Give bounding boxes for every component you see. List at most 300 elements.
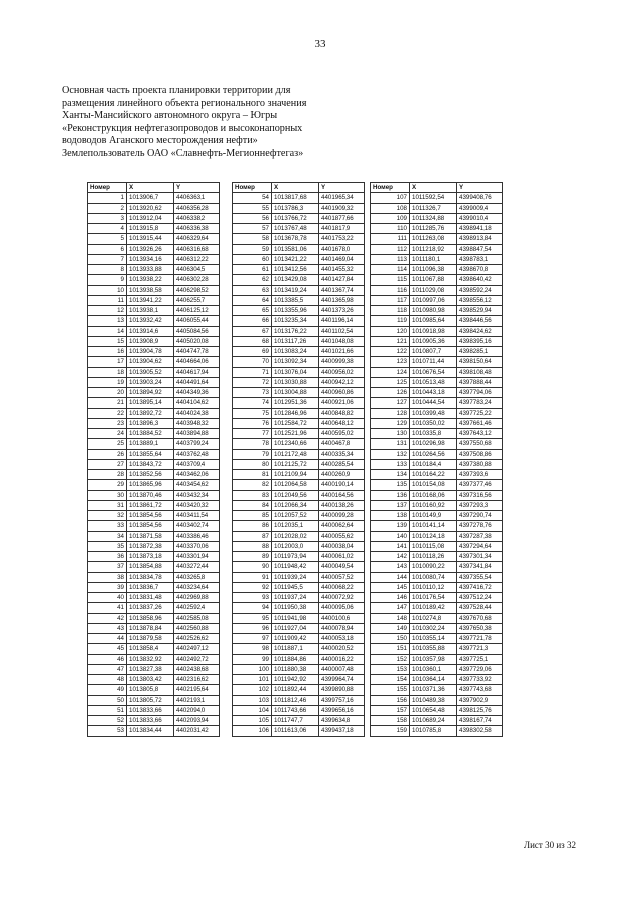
- y-coordinate-cell: 4399634,8: [319, 716, 365, 726]
- table-row: [233, 388, 365, 398]
- x-coordinate-cell: 1013904,78: [127, 347, 174, 357]
- point-number-cell: 89: [233, 552, 272, 562]
- y-coordinate-cell: 4401365,98: [319, 295, 365, 305]
- x-coordinate-cell: 1013938,22: [127, 275, 174, 285]
- column-header: X: [272, 183, 319, 193]
- x-coordinate-cell: 1013854,56: [127, 521, 174, 531]
- point-number-cell: 131: [371, 439, 410, 449]
- table-row: [371, 716, 503, 726]
- x-coordinate-cell: 1011324,88: [410, 213, 457, 223]
- point-number-cell: 100: [233, 664, 272, 674]
- point-number-cell: 73: [233, 388, 272, 398]
- table-row: [233, 685, 365, 695]
- point-number-cell: 158: [371, 716, 410, 726]
- table-row: [233, 234, 365, 244]
- table-row: [371, 275, 503, 285]
- y-coordinate-cell: 4397287,38: [457, 531, 503, 541]
- x-coordinate-cell: 1013092,34: [272, 357, 319, 367]
- x-coordinate-cell: 1013786,3: [272, 203, 319, 213]
- y-coordinate-cell: 4398941,18: [457, 224, 503, 234]
- table-row: [233, 193, 365, 203]
- point-number-cell: 31: [88, 500, 127, 510]
- table-row: [88, 726, 220, 736]
- x-coordinate-cell: 1011326,7: [410, 203, 457, 213]
- y-coordinate-cell: 4397508,86: [457, 449, 503, 459]
- table-row: [371, 623, 503, 633]
- table-row: [233, 295, 365, 305]
- y-coordinate-cell: 4400648,12: [319, 418, 365, 428]
- point-number-cell: 48: [88, 675, 127, 685]
- y-coordinate-cell: 4406298,52: [174, 285, 220, 295]
- table-row: [371, 265, 503, 275]
- table-row: [88, 572, 220, 582]
- y-coordinate-cell: 4403272,44: [174, 562, 220, 572]
- y-coordinate-cell: 4402094,0: [174, 705, 220, 715]
- point-number-cell: 87: [233, 531, 272, 541]
- point-number-cell: 82: [233, 480, 272, 490]
- table-row: [233, 449, 365, 459]
- x-coordinate-cell: 1010296,98: [410, 439, 457, 449]
- y-coordinate-cell: 4404349,36: [174, 388, 220, 398]
- x-coordinate-cell: 1013926,26: [127, 244, 174, 254]
- table-row: [371, 664, 503, 674]
- y-coordinate-cell: 4397729,06: [457, 664, 503, 674]
- table-row: [371, 480, 503, 490]
- x-coordinate-cell: 1010807,7: [410, 347, 457, 357]
- point-number-cell: 150: [371, 634, 410, 644]
- point-number-cell: 56: [233, 213, 272, 223]
- x-coordinate-cell: 1013767,48: [272, 224, 319, 234]
- table-row: [233, 541, 365, 551]
- x-coordinate-cell: 1013932,42: [127, 316, 174, 326]
- x-coordinate-cell: 1012109,94: [272, 470, 319, 480]
- table-row: [88, 306, 220, 316]
- y-coordinate-cell: 4397643,12: [457, 429, 503, 439]
- table-row: [371, 203, 503, 213]
- table-row: [233, 470, 365, 480]
- x-coordinate-cell: 1013833,66: [127, 716, 174, 726]
- table-header-row: [88, 183, 220, 193]
- table-row: [371, 459, 503, 469]
- table-row: [233, 613, 365, 623]
- table-row: [88, 439, 220, 449]
- x-coordinate-cell: 1011927,04: [272, 623, 319, 633]
- x-coordinate-cell: 1013894,92: [127, 388, 174, 398]
- table-row: [88, 664, 220, 674]
- y-coordinate-cell: 4401427,84: [319, 275, 365, 285]
- y-coordinate-cell: 4400848,82: [319, 408, 365, 418]
- x-coordinate-cell: 1010168,06: [410, 490, 457, 500]
- x-coordinate-cell: 1011067,88: [410, 275, 457, 285]
- x-coordinate-cell: 1010918,98: [410, 326, 457, 336]
- point-number-cell: 117: [371, 295, 410, 305]
- y-coordinate-cell: 4397721,78: [457, 634, 503, 644]
- y-coordinate-cell: 4403432,34: [174, 490, 220, 500]
- x-coordinate-cell: 1011613,06: [272, 726, 319, 736]
- table-row: [371, 500, 503, 510]
- x-coordinate-cell: 1013117,26: [272, 336, 319, 346]
- x-coordinate-cell: 1013941,22: [127, 295, 174, 305]
- x-coordinate-cell: 1013908,9: [127, 336, 174, 346]
- point-number-cell: 65: [233, 306, 272, 316]
- x-coordinate-cell: 1011892,44: [272, 685, 319, 695]
- table-row: [233, 603, 365, 613]
- x-coordinate-cell: 1012064,58: [272, 480, 319, 490]
- x-coordinate-cell: 1010444,54: [410, 398, 457, 408]
- x-coordinate-cell: 1010164,22: [410, 470, 457, 480]
- table-row: [88, 316, 220, 326]
- table-row: [371, 582, 503, 592]
- y-coordinate-cell: 4397278,76: [457, 521, 503, 531]
- y-coordinate-cell: 4402093,94: [174, 716, 220, 726]
- table-row: [88, 603, 220, 613]
- y-coordinate-cell: 4406302,28: [174, 275, 220, 285]
- x-coordinate-cell: 1011948,42: [272, 562, 319, 572]
- table-row: [233, 203, 365, 213]
- x-coordinate-cell: 1013896,3: [127, 418, 174, 428]
- point-number-cell: 145: [371, 582, 410, 592]
- point-number-cell: 121: [371, 336, 410, 346]
- point-number-cell: 78: [233, 439, 272, 449]
- table-row: [233, 654, 365, 664]
- point-number-cell: 76: [233, 418, 272, 428]
- x-coordinate-cell: 1011887,1: [272, 644, 319, 654]
- point-number-cell: 62: [233, 275, 272, 285]
- table-row: [88, 347, 220, 357]
- table-row: [233, 490, 365, 500]
- y-coordinate-cell: 4399009,4: [457, 203, 503, 213]
- point-number-cell: 146: [371, 593, 410, 603]
- page-number: 33: [314, 38, 326, 50]
- y-coordinate-cell: 4402969,88: [174, 593, 220, 603]
- column-header: X: [410, 183, 457, 193]
- table-row: [233, 367, 365, 377]
- x-coordinate-cell: 1013915,44: [127, 234, 174, 244]
- table-row: [233, 265, 365, 275]
- point-number-cell: 39: [88, 582, 127, 592]
- point-number-cell: 142: [371, 552, 410, 562]
- y-coordinate-cell: 4401367,74: [319, 285, 365, 295]
- y-coordinate-cell: 4401877,66: [319, 213, 365, 223]
- y-coordinate-cell: 4400164,56: [319, 490, 365, 500]
- point-number-cell: 157: [371, 705, 410, 715]
- point-number-cell: 40: [88, 593, 127, 603]
- point-number-cell: 23: [88, 418, 127, 428]
- point-number-cell: 68: [233, 336, 272, 346]
- point-number-cell: 4: [88, 224, 127, 234]
- x-coordinate-cell: 1010355,14: [410, 634, 457, 644]
- x-coordinate-cell: 1010997,06: [410, 295, 457, 305]
- y-coordinate-cell: 4400285,54: [319, 459, 365, 469]
- point-number-cell: 36: [88, 552, 127, 562]
- table-row: [371, 552, 503, 562]
- x-coordinate-cell: 1011937,24: [272, 593, 319, 603]
- table-row: [88, 654, 220, 664]
- point-number-cell: 26: [88, 449, 127, 459]
- y-coordinate-cell: 4400062,64: [319, 521, 365, 531]
- point-number-cell: 20: [88, 388, 127, 398]
- table-row: [88, 336, 220, 346]
- y-coordinate-cell: 4404491,64: [174, 377, 220, 387]
- table-row: [88, 367, 220, 377]
- table-row: [233, 439, 365, 449]
- y-coordinate-cell: 4398670,8: [457, 265, 503, 275]
- table-row: [88, 203, 220, 213]
- point-number-cell: 83: [233, 490, 272, 500]
- x-coordinate-cell: 1012846,96: [272, 408, 319, 418]
- table-row: [88, 275, 220, 285]
- table-row: [233, 644, 365, 654]
- y-coordinate-cell: 4402592,4: [174, 603, 220, 613]
- point-number-cell: 72: [233, 377, 272, 387]
- y-coordinate-cell: 4403411,54: [174, 511, 220, 521]
- table-row: [371, 357, 503, 367]
- x-coordinate-cell: 1013805,8: [127, 685, 174, 695]
- x-coordinate-cell: 1012951,36: [272, 398, 319, 408]
- y-coordinate-cell: 4400999,38: [319, 357, 365, 367]
- table-row: [88, 357, 220, 367]
- point-number-cell: 90: [233, 562, 272, 572]
- point-number-cell: 88: [233, 541, 272, 551]
- column-header: Y: [319, 183, 365, 193]
- y-coordinate-cell: 4403709,4: [174, 459, 220, 469]
- y-coordinate-cell: 4398640,42: [457, 275, 503, 285]
- y-coordinate-cell: 4406356,28: [174, 203, 220, 213]
- x-coordinate-cell: 1013870,46: [127, 490, 174, 500]
- y-coordinate-cell: 4400078,94: [319, 623, 365, 633]
- x-coordinate-cell: 1010149,9: [410, 511, 457, 521]
- point-number-cell: 141: [371, 541, 410, 551]
- point-number-cell: 97: [233, 634, 272, 644]
- point-number-cell: 38: [88, 572, 127, 582]
- x-coordinate-cell: 1012003,0: [272, 541, 319, 551]
- table-row: [371, 439, 503, 449]
- x-coordinate-cell: 1013385,5: [272, 295, 319, 305]
- y-coordinate-cell: 4400467,8: [319, 439, 365, 449]
- y-coordinate-cell: 4398395,16: [457, 336, 503, 346]
- point-number-cell: 9: [88, 275, 127, 285]
- y-coordinate-cell: 4397725,22: [457, 408, 503, 418]
- x-coordinate-cell: 1011973,94: [272, 552, 319, 562]
- y-coordinate-cell: 4398167,74: [457, 716, 503, 726]
- table-row: [88, 377, 220, 387]
- table-row: [371, 644, 503, 654]
- table-row: [371, 449, 503, 459]
- point-number-cell: 42: [88, 613, 127, 623]
- x-coordinate-cell: 1013355,96: [272, 306, 319, 316]
- x-coordinate-cell: 1011285,76: [410, 224, 457, 234]
- point-number-cell: 119: [371, 316, 410, 326]
- x-coordinate-cell: 1013914,6: [127, 326, 174, 336]
- heading-line: Основная часть проекта планировки территории для: [62, 85, 291, 96]
- table-row: [233, 582, 365, 592]
- x-coordinate-cell: 1010513,48: [410, 377, 457, 387]
- y-coordinate-cell: 4398302,58: [457, 726, 503, 736]
- table-row: [233, 213, 365, 223]
- heading-line: Землепользователь ОАО «Славнефть-Мегионнефтегаз»: [62, 147, 304, 159]
- y-coordinate-cell: 4398424,62: [457, 326, 503, 336]
- y-coordinate-cell: 4397316,56: [457, 490, 503, 500]
- table-row: [88, 408, 220, 418]
- table-row: [233, 408, 365, 418]
- x-coordinate-cell: 1013873,18: [127, 552, 174, 562]
- point-number-cell: 124: [371, 367, 410, 377]
- point-number-cell: 55: [233, 203, 272, 213]
- point-number-cell: 95: [233, 613, 272, 623]
- table-row: [371, 685, 503, 695]
- point-number-cell: 16: [88, 347, 127, 357]
- point-number-cell: 102: [233, 685, 272, 695]
- x-coordinate-cell: 1011747,7: [272, 716, 319, 726]
- table-row: [88, 623, 220, 633]
- point-number-cell: 113: [371, 254, 410, 264]
- y-coordinate-cell: 4398529,94: [457, 306, 503, 316]
- x-coordinate-cell: 1013843,72: [127, 459, 174, 469]
- point-number-cell: 147: [371, 603, 410, 613]
- x-coordinate-cell: 1013836,7: [127, 582, 174, 592]
- heading-line: Ханты-Мансийского автономного округа – Югры: [62, 110, 278, 122]
- x-coordinate-cell: 1010160,92: [410, 500, 457, 510]
- table-row: [371, 613, 503, 623]
- y-coordinate-cell: 4400921,06: [319, 398, 365, 408]
- table-row: [371, 193, 503, 203]
- x-coordinate-cell: 1013905,52: [127, 367, 174, 377]
- x-coordinate-cell: 1010115,08: [410, 541, 457, 551]
- y-coordinate-cell: 4406338,2: [174, 213, 220, 223]
- heading-line: размещения линейного объекта регионального значения: [62, 97, 307, 109]
- x-coordinate-cell: 1013581,06: [272, 244, 319, 254]
- x-coordinate-cell: 1013855,64: [127, 449, 174, 459]
- y-coordinate-cell: 4405020,08: [174, 336, 220, 346]
- table-row: [233, 398, 365, 408]
- point-number-cell: 125: [371, 377, 410, 387]
- x-coordinate-cell: 1010489,38: [410, 695, 457, 705]
- x-coordinate-cell: 1013176,22: [272, 326, 319, 336]
- point-number-cell: 46: [88, 654, 127, 664]
- y-coordinate-cell: 4404664,06: [174, 357, 220, 367]
- x-coordinate-cell: 1012172,48: [272, 449, 319, 459]
- y-coordinate-cell: 4406316,68: [174, 244, 220, 254]
- table-row: [88, 695, 220, 705]
- y-coordinate-cell: 4398913,84: [457, 234, 503, 244]
- table-row: [371, 675, 503, 685]
- point-number-cell: 44: [88, 634, 127, 644]
- table-row: [371, 388, 503, 398]
- x-coordinate-cell: 1012049,56: [272, 490, 319, 500]
- table-row: [233, 254, 365, 264]
- document-heading: [62, 85, 382, 161]
- point-number-cell: 54: [233, 193, 272, 203]
- y-coordinate-cell: 4403386,46: [174, 531, 220, 541]
- y-coordinate-cell: 4400099,28: [319, 511, 365, 521]
- table-row: [88, 265, 220, 275]
- table-row: [233, 552, 365, 562]
- table-row: [371, 295, 503, 305]
- point-number-cell: 64: [233, 295, 272, 305]
- y-coordinate-cell: 4398108,48: [457, 367, 503, 377]
- x-coordinate-cell: 1013834,78: [127, 572, 174, 582]
- x-coordinate-cell: 1011909,42: [272, 634, 319, 644]
- table-row: [371, 306, 503, 316]
- x-coordinate-cell: 1010080,74: [410, 572, 457, 582]
- y-coordinate-cell: 4401102,54: [319, 326, 365, 336]
- point-number-cell: 144: [371, 572, 410, 582]
- y-coordinate-cell: 4406125,12: [174, 306, 220, 316]
- x-coordinate-cell: 1013412,56: [272, 265, 319, 275]
- point-number-cell: 69: [233, 347, 272, 357]
- x-coordinate-cell: 1012066,34: [272, 500, 319, 510]
- y-coordinate-cell: 4402438,68: [174, 664, 220, 674]
- point-number-cell: 22: [88, 408, 127, 418]
- point-number-cell: 116: [371, 285, 410, 295]
- table-row: [371, 213, 503, 223]
- y-coordinate-cell: 4406055,44: [174, 316, 220, 326]
- y-coordinate-cell: 4398446,56: [457, 316, 503, 326]
- point-number-cell: 112: [371, 244, 410, 254]
- point-number-cell: 28: [88, 470, 127, 480]
- table-row: [233, 244, 365, 254]
- point-number-cell: 13: [88, 316, 127, 326]
- point-number-cell: 77: [233, 429, 272, 439]
- table-header-row: [233, 183, 365, 193]
- x-coordinate-cell: 1011096,38: [410, 265, 457, 275]
- y-coordinate-cell: 4403420,32: [174, 500, 220, 510]
- x-coordinate-cell: 1013419,24: [272, 285, 319, 295]
- x-coordinate-cell: 1012521,96: [272, 429, 319, 439]
- x-coordinate-cell: 1010443,18: [410, 388, 457, 398]
- y-coordinate-cell: 4402560,88: [174, 623, 220, 633]
- table-row: [371, 541, 503, 551]
- x-coordinate-cell: 1013915,8: [127, 224, 174, 234]
- x-coordinate-cell: 1010676,54: [410, 367, 457, 377]
- x-coordinate-cell: 1013865,96: [127, 480, 174, 490]
- x-coordinate-cell: 1013817,68: [272, 193, 319, 203]
- column-header: Y: [457, 183, 503, 193]
- table-row: [371, 593, 503, 603]
- table-row: [88, 388, 220, 398]
- point-number-cell: 115: [371, 275, 410, 285]
- point-number-cell: 67: [233, 326, 272, 336]
- table-row: [233, 357, 365, 367]
- y-coordinate-cell: 4402497,12: [174, 644, 220, 654]
- y-coordinate-cell: 4397301,34: [457, 552, 503, 562]
- point-number-cell: 25: [88, 439, 127, 449]
- x-coordinate-cell: 1010110,12: [410, 582, 457, 592]
- y-coordinate-cell: 4403894,88: [174, 429, 220, 439]
- point-number-cell: 1: [88, 193, 127, 203]
- y-coordinate-cell: 4397743,68: [457, 685, 503, 695]
- point-number-cell: 57: [233, 224, 272, 234]
- table-row: [233, 695, 365, 705]
- point-number-cell: 128: [371, 408, 410, 418]
- heading-line: водоводов Аганского месторождения нефти»: [62, 135, 258, 147]
- y-coordinate-cell: 4401753,22: [319, 234, 365, 244]
- x-coordinate-cell: 1013871,58: [127, 531, 174, 541]
- x-coordinate-cell: 1013872,38: [127, 541, 174, 551]
- table-row: [371, 224, 503, 234]
- y-coordinate-cell: 4397294,64: [457, 541, 503, 551]
- y-coordinate-cell: 4403265,8: [174, 572, 220, 582]
- y-coordinate-cell: 4400061,02: [319, 552, 365, 562]
- x-coordinate-cell: 1010905,36: [410, 336, 457, 346]
- column-header: Номер: [88, 183, 127, 193]
- x-coordinate-cell: 1010124,18: [410, 531, 457, 541]
- x-coordinate-cell: 1013076,04: [272, 367, 319, 377]
- x-coordinate-cell: 1013083,24: [272, 347, 319, 357]
- point-number-cell: 151: [371, 644, 410, 654]
- x-coordinate-cell: 1012125,72: [272, 459, 319, 469]
- table-row: [233, 562, 365, 572]
